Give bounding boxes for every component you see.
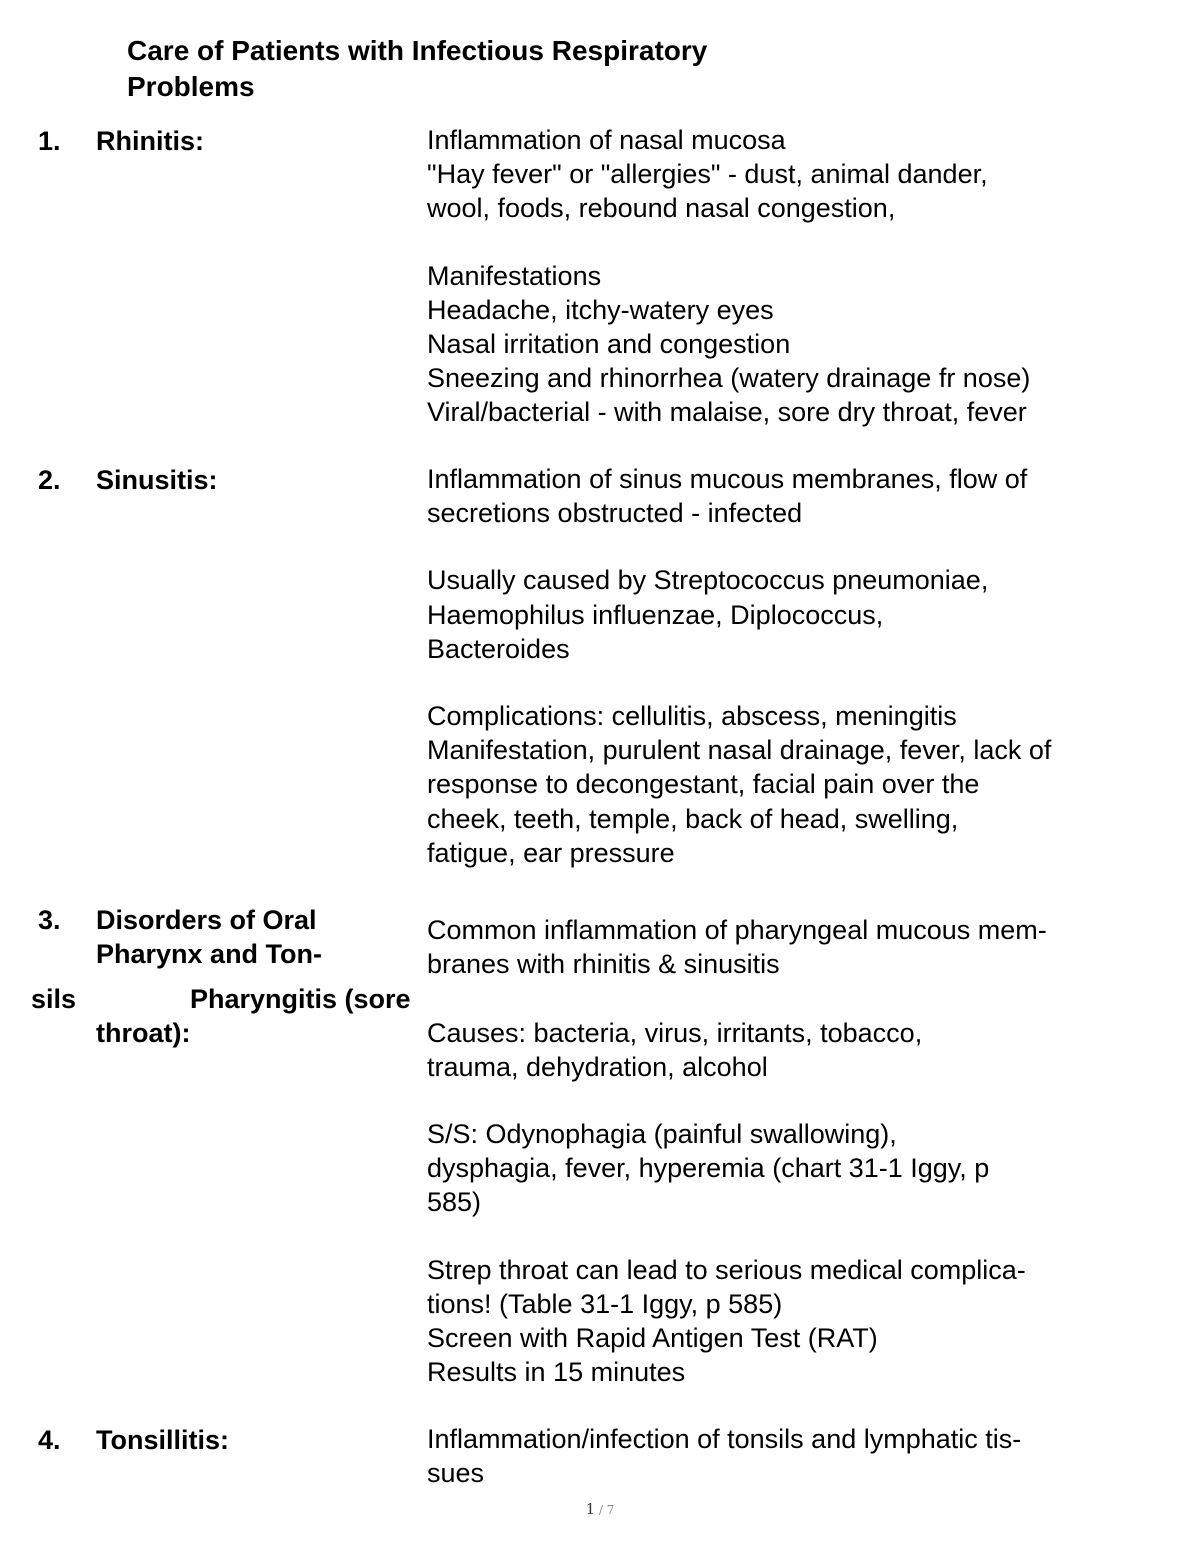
paragraph-gap [427, 1220, 1187, 1253]
desc-line: Sneezing and rhinorrhea (watery drainage fr nose) [427, 363, 1031, 394]
desc-line: tions! (Table 31-1 Iggy, p 585) [427, 1288, 783, 1319]
section-number: 2. [38, 465, 61, 495]
desc-line: "Hay fever" or "allergies" - dust, animal dander, [427, 159, 988, 190]
desc-line: Inflammation of sinus mucous membranes, flow of [427, 464, 1028, 494]
desc-line: Haemophilus influenzae, Diplococcus, [427, 599, 884, 630]
desc-line: secretions obstructed - infected [427, 498, 803, 529]
section-description-tonsillitis [427, 1422, 1187, 1490]
subterm-pharyngitis-cont: throat): [96, 1018, 191, 1048]
paragraph-gap [427, 666, 1187, 699]
desc-line: Nasal irritation and congestion [427, 329, 791, 360]
page-total: 7 [606, 1503, 615, 1517]
section-number: 4. [38, 1425, 61, 1455]
section-term-rhinitis: Rhinitis: [96, 126, 204, 156]
desc-line: Complications: cellulitis, abscess, meningitis [427, 701, 957, 732]
desc-line: S/S: Odynophagia (painful swallowing), [427, 1119, 897, 1150]
desc-line: Screen with Rapid Antigen Test (RAT) [427, 1323, 878, 1354]
section-description-rhinitis [427, 123, 1187, 430]
section-term-sinusitis: Sinusitis: [96, 465, 218, 495]
desc-line: response to decongestant, facial pain over the [427, 769, 980, 800]
term-line-sils: sils [31, 984, 77, 1014]
desc-line: dysphagia, fever, hyperemia (chart 31-1 Iggy, p [427, 1153, 990, 1184]
subterm-pharyngitis: Pharyngitis (sore [190, 984, 411, 1014]
desc-line: branes with rhinitis & sinusitis [427, 949, 780, 980]
page-current: 1 [585, 1500, 596, 1518]
desc-line: Manifestations [427, 260, 602, 291]
paragraph-gap [427, 1084, 1187, 1117]
desc-line: Bacteroides [427, 633, 570, 664]
desc-line: Causes: bacteria, virus, irritants, tobacco, [427, 1017, 923, 1048]
title-line-1: Care of Patients with Infectious Respiratory [127, 35, 708, 66]
desc-line: 585) [427, 1187, 482, 1218]
desc-line: Results in 15 minutes [427, 1357, 686, 1388]
desc-line: Manifestation, purulent nasal drainage, fever, lack of [427, 735, 1052, 766]
desc-line: Inflammation of nasal mucosa [427, 125, 786, 155]
section-number: 3. [38, 905, 61, 935]
title-line-2: Problems [127, 71, 255, 102]
desc-line: cheek, teeth, temple, back of head, swelling, [427, 803, 959, 834]
desc-line: Usually caused by Streptococcus pneumoniae, [427, 565, 989, 596]
desc-line: Headache, itchy-watery eyes [427, 294, 774, 325]
desc-line: sues [427, 1458, 485, 1489]
page-separator: / [595, 1503, 607, 1517]
desc-line: fatigue, ear pressure [427, 837, 675, 868]
section-description-pharyngitis [427, 913, 1187, 1389]
desc-line: Inflammation/infection of tonsils and lymphatic tis- [427, 1424, 1022, 1454]
section-number: 1. [38, 126, 61, 156]
desc-line [427, 981, 1187, 1015]
desc-line: trauma, dehydration, alcohol [427, 1051, 768, 1082]
term-line: Pharynx and Ton- [96, 939, 323, 969]
page-indicator [0, 1500, 1200, 1518]
desc-line: Common inflammation of pharyngeal mucous mem- [427, 915, 1047, 945]
paragraph-gap [427, 530, 1187, 563]
desc-line: wool, foods, rebound nasal congestion, [427, 193, 896, 224]
section-description-sinusitis [427, 462, 1187, 870]
section-term-tonsillitis: Tonsillitis: [96, 1425, 229, 1455]
section-term-oral-pharynx [96, 903, 322, 971]
page-title [127, 33, 927, 105]
desc-line: Viral/bacterial - with malaise, sore dry throat, fever [427, 397, 1027, 428]
term-line: Disorders of Oral [96, 905, 317, 935]
desc-line: Strep throat can lead to serious medical complica- [427, 1254, 1026, 1285]
paragraph-gap [427, 226, 1187, 259]
